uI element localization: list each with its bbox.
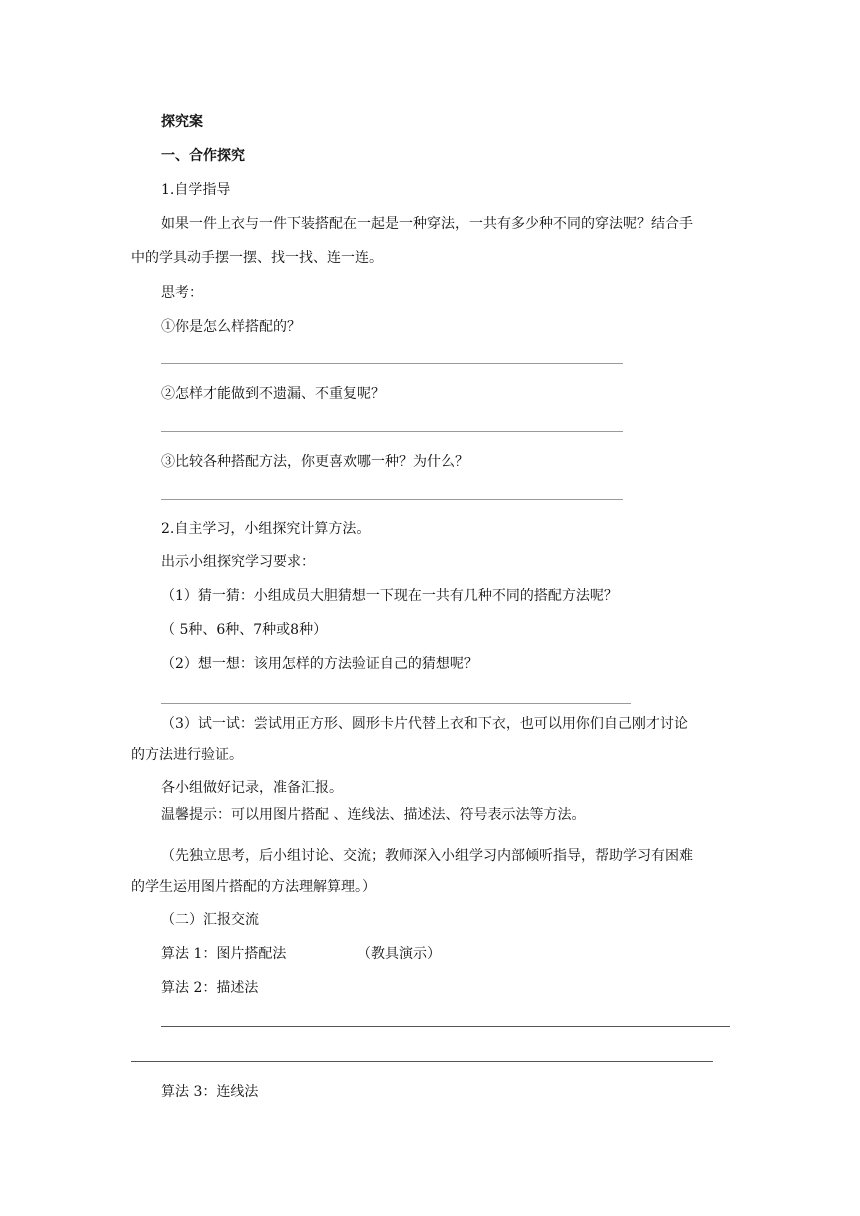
answer-line (161, 703, 631, 704)
teacher-note-line: （先独立思考，后小组讨论、交流；教师深入小组学习内部倾听指导，帮助学习有困难 (161, 848, 693, 864)
page-title: 探究案 (161, 114, 203, 130)
subheading-self-study-guide: 1.自学指导 (161, 182, 231, 198)
paragraph-line: 如果一件上衣与一件下装搭配在一起是一种穿法，一共有多少种不同的穿法呢？结合手 (161, 216, 693, 232)
requirement-1-answer: （ 5种、6种、7种或8种） (161, 622, 328, 638)
requirement-2: （2）想一想：该用怎样的方法验证自己的猜想呢？ (161, 656, 478, 672)
answer-line (161, 499, 623, 500)
teacher-note-line: 的学生运用图片搭配的方法理解算理。） (131, 879, 376, 895)
answer-line (161, 1026, 730, 1027)
method-1-label: 算法 1：图片搭配法 (161, 946, 287, 962)
requirement-3-line: （3）试一试：尝试用正方形、圆形卡片代替上衣和下衣，也可以用你们自己刚才讨论 (161, 716, 688, 732)
method-3-label: 算法 3：连线法 (161, 1084, 259, 1100)
question-2: ②怎样才能做到不遗漏、不重复呢？ (161, 386, 385, 402)
requirement-1: （1）猜一猜：小组成员大胆猜想一下现在一共有几种不同的搭配方法呢？ (161, 588, 618, 604)
subheading-group-inquiry: 2.自主学习，小组探究计算方法。 (161, 521, 371, 537)
record-instruction: 各小组做好记录，准备汇报。 (161, 780, 343, 796)
paragraph-line: 中的学具动手摆一摆、找一找、连一连。 (131, 250, 383, 266)
section-heading-cooperative-inquiry: 一、合作探究 (161, 148, 245, 164)
section-heading-report: （二）汇报交流 (161, 912, 259, 928)
requirement-label: 出示小组探究学习要求： (161, 554, 315, 570)
answer-line (161, 363, 623, 364)
question-3: ③比较各种搭配方法，你更喜欢哪一种？为什么？ (161, 454, 469, 470)
think-label: 思考： (161, 285, 203, 301)
method-1-note: （教具演示） (357, 946, 441, 962)
answer-line (131, 1061, 713, 1062)
method-2-label: 算法 2：描述法 (161, 980, 259, 996)
question-1: ①你是怎么样搭配的？ (161, 319, 301, 335)
requirement-3-line: 的方法进行验证。 (131, 747, 243, 763)
warm-tip: 温馨提示：可以用图片搭配 、连线法、描述法、符号表示法等方法。 (161, 807, 586, 823)
answer-line (161, 431, 623, 432)
